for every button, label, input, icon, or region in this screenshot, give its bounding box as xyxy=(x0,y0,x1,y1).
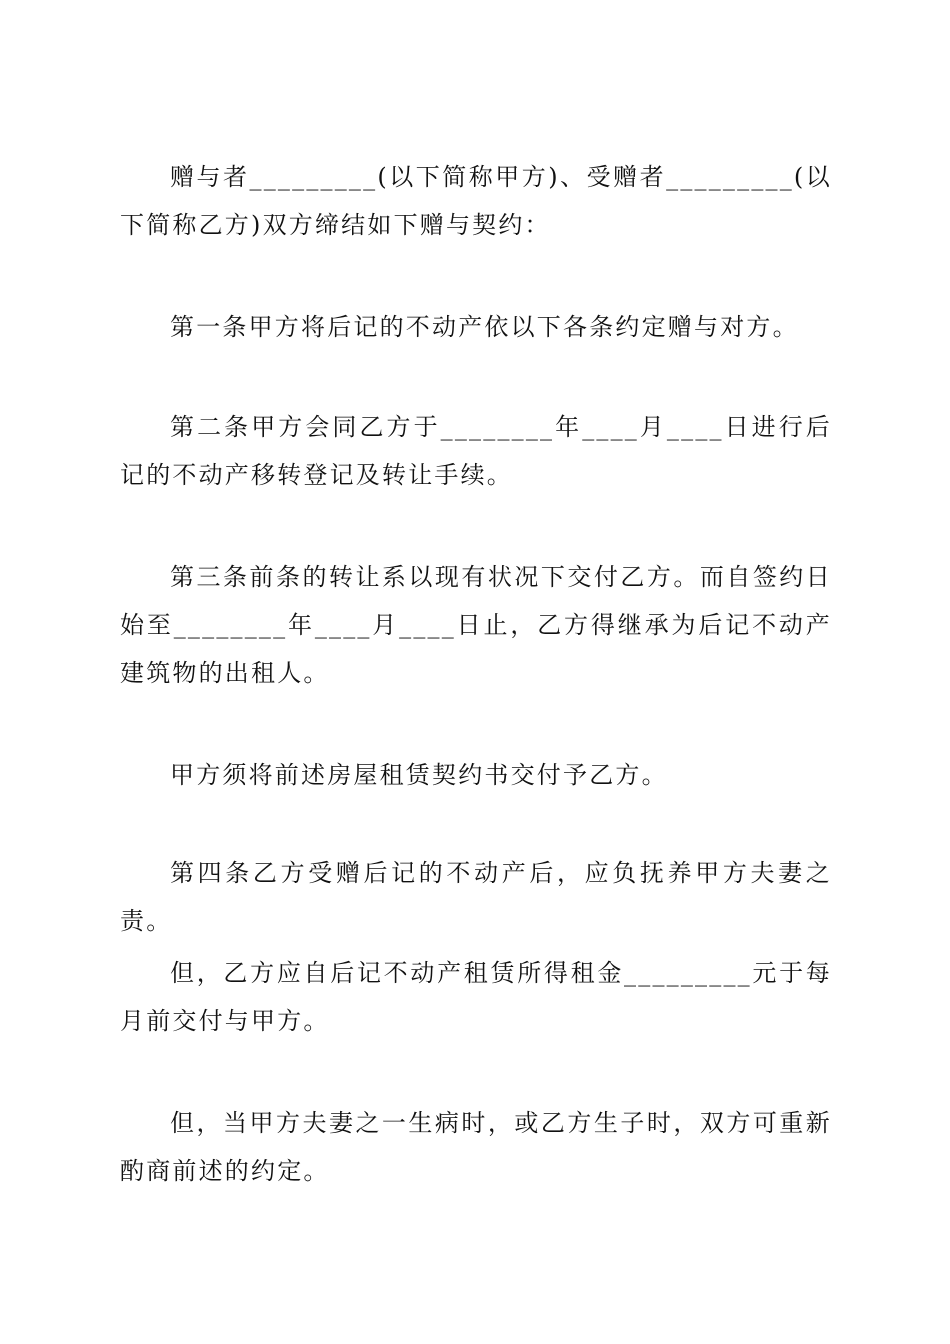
paragraph-preamble: 赠与者_________(以下简称甲方)、受赠者_________(以下简称乙方)双方缔结如下赠与契约： xyxy=(120,163,832,239)
paragraph-lease-handover: 甲方须将前述房屋租赁契约书交付予乙方。 xyxy=(170,761,668,789)
paragraph-article-4: 第四条乙方受赠后记的不动产后，应负抚养甲方夫妻之责。 xyxy=(120,859,832,935)
paragraph-rent-payment: 但，乙方应自后记不动产租赁所得租金_________元于每月前交付与甲方。 xyxy=(120,959,832,1035)
paragraph-renegotiation: 但，当甲方夫妻之一生病时，或乙方生子时，双方可重新酌商前述的约定。 xyxy=(120,1109,832,1185)
paragraph-article-3: 第三条前条的转让系以现有状况下交付乙方。而自签约日始至________年____月____日止，乙方得继承为后记不动产建筑物的出租人。 xyxy=(120,563,832,687)
paragraph-article-2: 第二条甲方会同乙方于________年____月____日进行后记的不动产移转登记及转让手续。 xyxy=(120,413,832,489)
paragraph-article-1: 第一条甲方将后记的不动产依以下各条约定赠与对方。 xyxy=(170,313,799,341)
